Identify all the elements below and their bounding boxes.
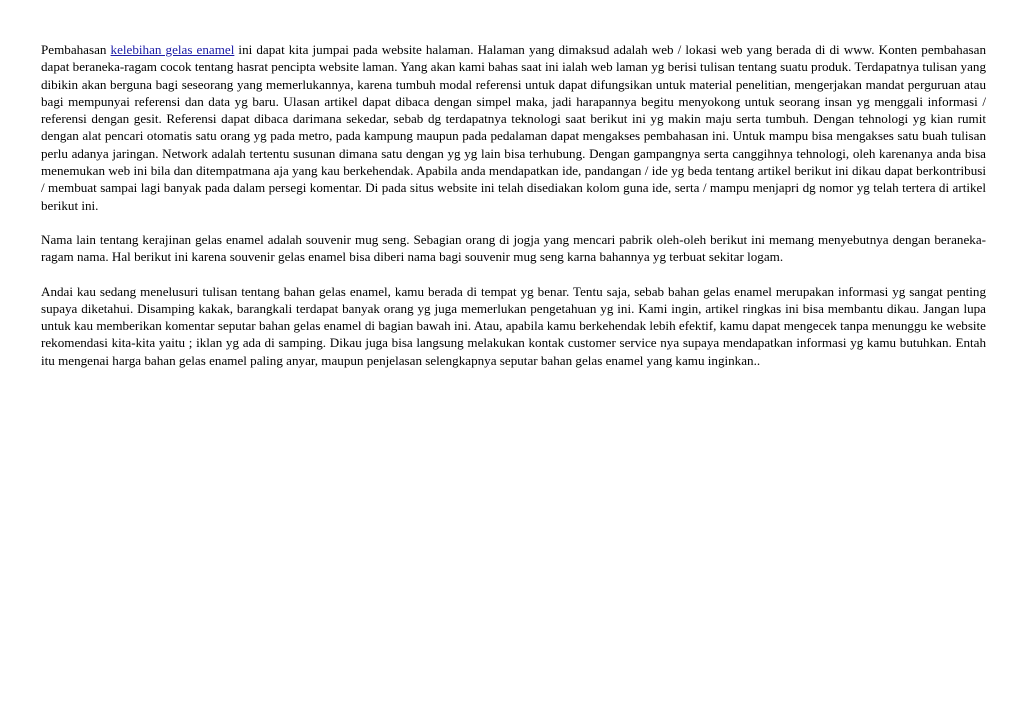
kelebihan-gelas-enamel-link[interactable]: kelebihan gelas enamel [110, 42, 235, 57]
paragraph-intro [41, 41, 986, 214]
paragraph-bahan: Andai kau sedang menelusuri tulisan tentang bahan gelas enamel, kamu berada di tempat yg benar. Tentu saja, sebab bahan gelas enamel merupakan informasi yg sangat penting supaya diketahui. Disamping kakak, barangkali terdapat banyak orang yg juga memerlukan pengetahuan yg ini. Kami ingin, artikel ringkas ini bisa membantu dikau. Jangan lupa untuk kau memberikan komentar seputar bahan gelas enamel di bagian bawah ini. Atau, apabila kamu berkehendak lebih efektif, kamu dapat mengecek tanpa menunggu ke website rekomendasi kita-kita yaitu ; iklan yg ada di samping. Dikau juga bisa langsung melakukan kontak customer service nya supaya mendapatkan informasi yg kamu butuhkan. Entah itu mengenai harga bahan gelas enamel paling anyar, maupun penjelasan selengkapnya seputar bahan gelas enamel yang kamu inginkan.. [41, 283, 986, 368]
intro-text-after: ini dapat kita jumpai pada website halaman. Halaman yang dimaksud adalah web / lokasi web yang berada di di www. Konten pembahasan dapat beraneka-ragam cocok tentang hasrat pencipta website laman. Yang akan kami bahas saat ini ialah web laman yg berisi tulisan tentang suatu produk. Terdapatnya tulisan yang dibikin akan berguna bagi seseorang yang memerlukannya, karena tumbuh modal referensi untuk dapat difungsikan untuk material penelitian, mengerjakan mandat perguruan atau bagi mempunyai referensi dan data yg baru. Ulasan artikel dapat dibaca dengan simpel maka, jadi harapannya begitu menyokong untuk seorang insan yg menggali informasi / referensi dengan gesit. Referensi dapat dibaca darimana sekedar, sebab dg terdapatnya teknologi saat berikut ini yg makin maju serta tumbuh. Dengan tehnologi yg kian rumit dengan alat pencari otomatis satu orang yg pada metro, pada kampung maupun pada pedalaman dapat mengakses pembahasan ini. Untuk mampu bisa mengakses satu buah tulisan perlu adanya jaringan. Network adalah tertentu susunan dimana satu dengan yg yg lain bisa terhubung. Dengan gampangnya serta canggihnya tehnologi, oleh karenanya anda bisa menemukan web ini bila dan ditempatmana aja yang kau berkehendak. Apabila anda mendapatkan ide, pandangan / ide yg beda tentang artikel berikut ini dikau dapat berkontribusi / membuat sampai lagi banyak pada dalam persegi komentar. Di pada situs website ini telah disediakan kolom guna ide, serta / mampu menjapri dg nomor yg telah tertera di artikel berikut ini. [41, 42, 986, 213]
intro-text-before: Pembahasan [41, 42, 111, 57]
paragraph-souvenir: Nama lain tentang kerajinan gelas enamel adalah souvenir mug seng. Sebagian orang di jogja yang mencari pabrik oleh-oleh berikut ini memang menyebutnya dengan beraneka-ragam nama. Hal berikut ini karena souvenir gelas enamel bisa diberi nama bagi souvenir mug seng karna bahannya yg terbuat sekitar logam. [41, 231, 986, 265]
document-page [41, 41, 986, 386]
